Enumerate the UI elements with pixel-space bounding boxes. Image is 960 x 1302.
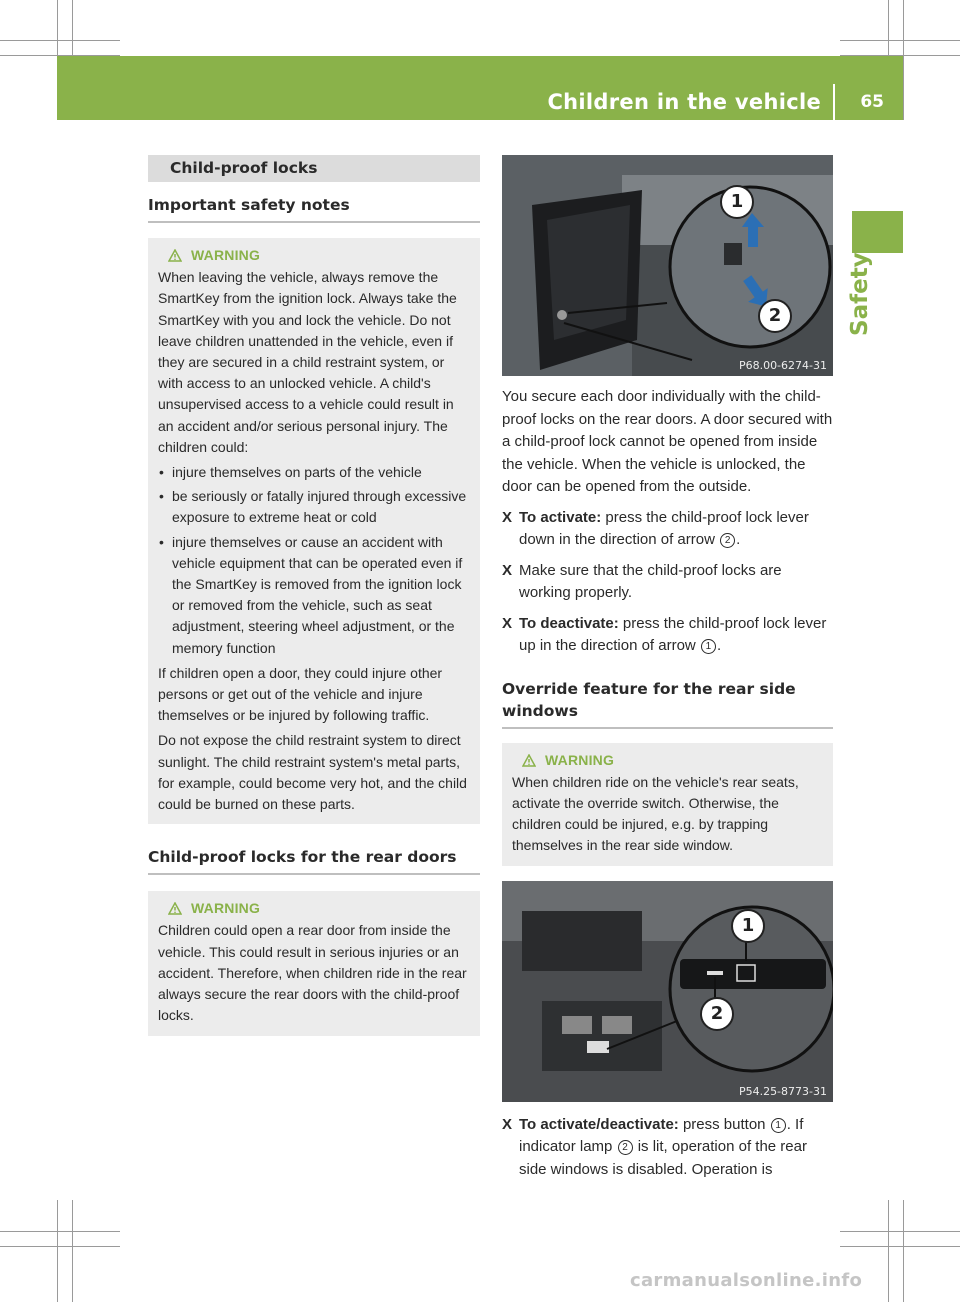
- callout-2: 2: [758, 299, 792, 333]
- warning-box: [502, 743, 833, 866]
- step-end: .: [716, 637, 722, 654]
- instruction-step: [502, 1114, 833, 1182]
- warning-label: WARNING: [545, 751, 615, 768]
- crop-mark: [903, 1200, 904, 1302]
- instruction-step: [502, 613, 833, 658]
- warning-label: WARNING: [191, 247, 261, 263]
- callout-1: 1: [731, 909, 765, 943]
- page-number: 65: [860, 92, 884, 112]
- step-arrow-icon: X: [502, 561, 513, 579]
- step-arrow-icon: X: [502, 508, 513, 526]
- warning-header: [168, 245, 472, 266]
- subheading-safety-notes: Important safety notes: [148, 194, 480, 223]
- step-text: . If indicator lamp: [519, 1115, 804, 1156]
- callout-1: 1: [720, 185, 754, 219]
- step-text: Make sure that the child-proof locks are working properly.: [519, 561, 782, 601]
- crop-mark: [903, 0, 904, 120]
- warning-box: [148, 891, 480, 1035]
- step-bold: To deactivate:: [519, 614, 619, 632]
- bullet-item: [158, 462, 472, 483]
- crop-mark: [840, 40, 960, 41]
- bullet-text: injure themselves or cause an accident with vehicle equipment that can be operated even if the SmartKey is removed from the ignition lock or removed from the vehicle, such as seat adjustment, steering wheel adjustment, or the memory function: [172, 533, 463, 656]
- paragraph: You secure each door individually with the child-proof locks on the rear doors. A door secured with a child-proof lock cannot be opened from inside the vehicle. When the vehicle is unlocked, the door can be opened from the outside.: [502, 388, 833, 495]
- step-text: press the child-proof lock lever up in the direction of arrow: [519, 614, 827, 654]
- crop-mark: [840, 1231, 960, 1232]
- page-title: Children in the vehicle: [547, 90, 821, 114]
- warning-label: WARNING: [191, 900, 261, 917]
- callout-2: 2: [700, 997, 734, 1031]
- warning-triangle-icon: [522, 754, 536, 767]
- warning-text: When leaving the vehicle, always remove the SmartKey from the ignition lock. Always take the SmartKey with you and lock the vehicle. Do not leave children unattended in the vehicle, even if they are secured in a child restraint system, or with access to an unlocked vehicle. A child's unsupervised access to a vehicle could result in an accident and/or serious personal injury. The children could:: [158, 269, 457, 455]
- crop-mark: [57, 1200, 58, 1302]
- subheading-override: Override feature for the rear side windows: [502, 678, 833, 729]
- warning-header: [168, 898, 472, 919]
- step-arrow-icon: X: [502, 1115, 513, 1133]
- step-bold: To activate:: [519, 508, 602, 526]
- subheading-rear-doors: Child-proof locks for the rear doors: [148, 846, 480, 875]
- ref-number: 2: [618, 1140, 633, 1155]
- left-column: [148, 155, 480, 1036]
- ref-number: 1: [701, 639, 716, 654]
- window-switch-illustration: [502, 881, 833, 1102]
- bullet-text: injure themselves on parts of the vehicle: [172, 464, 422, 481]
- bullet-icon: •: [159, 464, 164, 481]
- step-arrow-icon: X: [502, 614, 513, 632]
- header-divider: [833, 84, 835, 120]
- warning-header: [522, 750, 825, 771]
- bullet-icon: •: [159, 533, 164, 550]
- warning-text: If children open a door, they could injure other persons or get out of the vehicle and injure themselves or be injured by following traffic.: [158, 664, 443, 724]
- door-lock-illustration: [502, 155, 833, 376]
- right-column: [502, 155, 833, 1181]
- window-switch-image: [502, 881, 833, 1102]
- step-text: press button: [678, 1115, 770, 1133]
- door-lock-image: [502, 155, 833, 376]
- step-text: is lit, operation of the rear side windows is disabled. Operation is: [519, 1138, 807, 1178]
- bullet-text: be seriously or fatally injured through excessive exposure to extreme heat or cold: [172, 488, 467, 526]
- crop-mark: [72, 1200, 73, 1302]
- ref-number: 1: [771, 1118, 786, 1133]
- crop-mark: [0, 1246, 120, 1247]
- image-reference: P54.25-8773-31: [738, 1084, 827, 1098]
- warning-text: Children could open a rear door from inside the vehicle. This could result in serious injuries or an accident. Therefore, when children ride in the rear always secure the rear doors with the child-proof locks.: [158, 922, 467, 1024]
- ref-number: 2: [720, 533, 735, 548]
- instruction-step: [502, 560, 833, 605]
- bullet-icon: •: [159, 488, 164, 505]
- instruction-step: [502, 507, 833, 552]
- step-text: press the child-proof lock lever down in the direction of arrow: [519, 508, 809, 548]
- warning-box: [148, 238, 480, 824]
- warning-triangle-icon: [168, 902, 182, 915]
- bullet-item: [158, 486, 472, 528]
- chapter-tab: [852, 211, 903, 253]
- chapter-label: Safety: [847, 252, 873, 336]
- footer-watermark: carmanualsonline.info: [630, 1270, 863, 1291]
- crop-mark: [888, 1200, 889, 1302]
- step-bold: To activate/deactivate:: [519, 1115, 679, 1133]
- page-header: [57, 56, 903, 120]
- bullet-item: [158, 532, 472, 659]
- section-title: Child-proof locks: [148, 155, 480, 182]
- warning-text: Do not expose the child restraint system to direct sunlight. The child restraint system's metal parts, for example, could become very hot, and the child could be burned on these parts.: [158, 732, 467, 813]
- crop-mark: [840, 1246, 960, 1247]
- warning-bullets: [158, 462, 472, 659]
- warning-text: When children ride on the vehicle's rear seats, activate the override switch. Otherwise, the children could be injured, e.g. by trapping themselves in the rear side window.: [512, 773, 799, 854]
- step-end: .: [736, 531, 741, 548]
- crop-mark: [0, 40, 120, 41]
- crop-mark: [0, 1231, 120, 1232]
- warning-triangle-icon: [168, 249, 182, 262]
- image-reference: P68.00-6274-31: [738, 359, 827, 372]
